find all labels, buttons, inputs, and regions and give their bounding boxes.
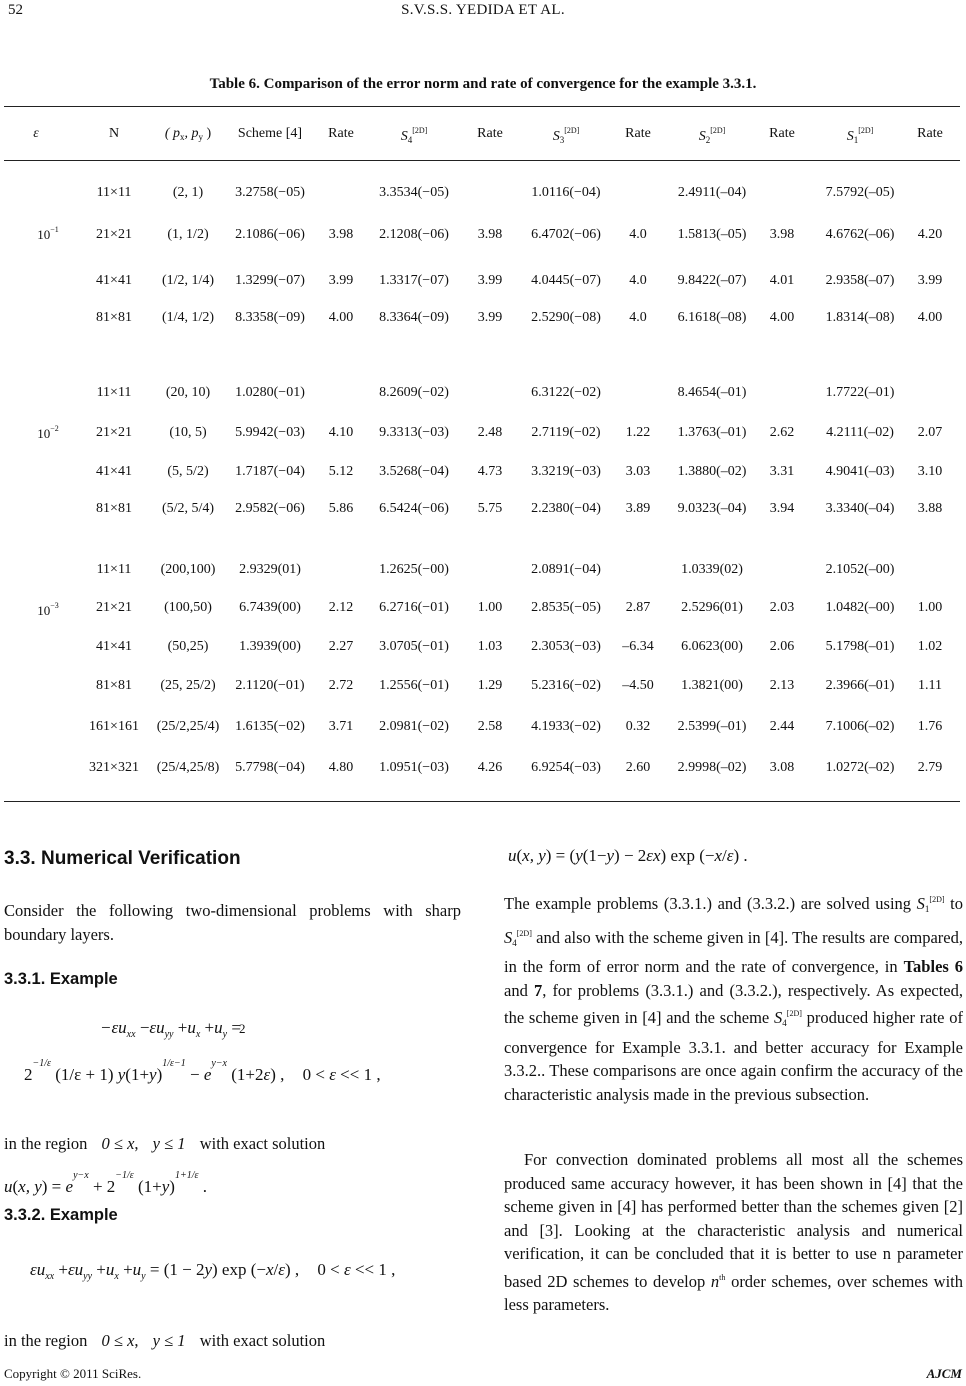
table-cell: 4.20 — [917, 227, 943, 242]
table-cell: 9.0323(–04) — [677, 501, 747, 516]
table-cell: 1.0951(−03) — [379, 760, 449, 775]
table-cell: (5/2, 5/4) — [161, 501, 215, 516]
table-cell: 2.13 — [769, 678, 795, 693]
table-cell: 1.3317(−07) — [379, 273, 449, 288]
example-1-title: 3.3.1. Example — [4, 970, 118, 988]
table-cell: 1.22 — [625, 425, 651, 440]
table-cell: 2.3053(−03) — [531, 639, 601, 654]
table-cell: 1.2625(−00) — [379, 562, 449, 577]
example-2-region: in the region 0 ≤ x, y ≤ 1 with exact solution — [4, 1331, 326, 1350]
table-cell: 5.2316(−02) — [531, 678, 601, 693]
table-cell: 1.29 — [477, 678, 503, 693]
header-p — [165, 126, 211, 142]
table-cell: 4.10 — [328, 425, 354, 440]
header-py-sub: y — [198, 132, 203, 142]
table-cell: 4.00 — [769, 310, 795, 325]
table-cell: 2.4911(–04) — [677, 185, 747, 200]
table-cell: 2.0891(−04) — [531, 562, 601, 577]
table-cell: 321×321 — [89, 760, 139, 775]
page-number: 52 — [8, 2, 23, 18]
table-cell: 1.2556(−01) — [379, 678, 449, 693]
table-cell: 4.00 — [328, 310, 354, 325]
table-cell: (2, 1) — [172, 185, 204, 200]
header-rate-1: Rate — [328, 126, 354, 141]
table-cell: 1.76 — [917, 719, 943, 734]
table-cell: 5.12 — [328, 464, 354, 479]
s4-symbol: $S_4[2D]$ — [504, 927, 532, 948]
table-cell: 5.9942(−03) — [235, 425, 305, 440]
table-cell: 2.03 — [769, 600, 795, 615]
table-cell: 1.02 — [917, 639, 943, 654]
table-cell: 2.1052(–00) — [825, 562, 895, 577]
table-cell: 3.3534(−05) — [379, 185, 449, 200]
header-s4-letter: S — [400, 129, 408, 144]
results-text-and: and — [504, 980, 528, 1000]
table-cell: 2.5290(−08) — [531, 310, 601, 325]
table-cell: 2.06 — [769, 639, 795, 654]
table-cell: 3.5268(−04) — [379, 464, 449, 479]
nth-sup: th — [719, 1272, 726, 1282]
header-s2-letter: S — [698, 129, 706, 144]
example-2-exact-solution: u(x, y) = (y(1−y) − 2εx) exp (−x/ε) . — [508, 846, 748, 865]
table-cell: 2.0981(−02) — [379, 719, 449, 734]
header-s1 — [847, 126, 874, 145]
table-cell: 1.3299(−07) — [235, 273, 305, 288]
header-s2-sub: 2 — [705, 135, 711, 145]
table-cell: 2.9998(–02) — [677, 760, 747, 775]
table-cell: 41×41 — [96, 464, 132, 479]
example-1-cond-x: 0 ≤ x — [101, 1134, 135, 1153]
table-cell: (1/2, 1/4) — [161, 273, 215, 288]
table-cell: 5.86 — [328, 501, 354, 516]
header-rate-2: Rate — [477, 126, 503, 141]
table-cell: (25/2,25/4) — [156, 719, 220, 734]
table-cell: 1.03 — [477, 639, 503, 654]
table-cell: 5.75 — [477, 501, 503, 516]
table-cell: 11×11 — [96, 562, 132, 577]
table-cell: 1.3821(00) — [681, 678, 743, 693]
table-cell: 0.32 — [625, 719, 651, 734]
table-cell: 2.87 — [625, 600, 651, 615]
header-s1-sub: 1 — [853, 135, 859, 145]
tables-7-ref: 7 — [533, 980, 543, 1000]
table-cell: 4.00 — [917, 310, 943, 325]
table-cell: 3.31 — [769, 464, 795, 479]
table-cell: 11×11 — [96, 185, 132, 200]
table-cell: 7.1006(–02) — [825, 719, 895, 734]
table-cell: 1.0339(02) — [681, 562, 743, 577]
header-s4-sup: [2D] — [412, 126, 428, 135]
table-cell: 3.3340(–04) — [825, 501, 895, 516]
table-cell: 6.3122(−02) — [531, 385, 601, 400]
table-cell: 3.98 — [477, 227, 503, 242]
table-cell: 8.3358(−09) — [235, 310, 305, 325]
example-2-exact-text: with exact solution — [199, 1331, 326, 1350]
eps-base: 10 — [37, 227, 51, 242]
table-cell: (200,100) — [160, 562, 216, 577]
table-cell: (5, 5/2) — [167, 464, 209, 479]
results-paragraph — [504, 888, 963, 1106]
table-cell: 2.62 — [769, 425, 795, 440]
table-cell: 2.7119(−02) — [531, 425, 601, 440]
eps-exponent: −1 — [50, 225, 59, 234]
table-cell: 81×81 — [96, 310, 132, 325]
eps-label — [37, 424, 59, 442]
table-cell: 1.3880(–02) — [677, 464, 747, 479]
page-header — [0, 0, 966, 30]
table-cell: 1.7187(−04) — [235, 464, 305, 479]
table-cell: 3.99 — [477, 310, 503, 325]
table-cell: 2.07 — [917, 425, 943, 440]
table-cell: 6.1618(–08) — [677, 310, 747, 325]
table-cell: (20, 10) — [165, 385, 211, 400]
table-cell: (100,50) — [164, 600, 212, 615]
table-cell: 4.80 — [328, 760, 354, 775]
table-cell: 4.26 — [477, 760, 503, 775]
table-cell: 2.5399(–01) — [677, 719, 747, 734]
table-cell: 1.0482(–00) — [825, 600, 895, 615]
table-cell: 2.5296(01) — [681, 600, 743, 615]
example-1-cond-y: y ≤ 1 — [152, 1134, 186, 1153]
table-cell: 11×11 — [96, 385, 132, 400]
eps-exponent: −3 — [50, 601, 59, 610]
conclusion-text-a: For convection dominated problems all most all the schemes produced same accuracy however, it has been shown in [4] that the scheme given in [4] has performed better than the schemes given [2] and [3]. Looking at the characteristic analysis and numerical verification, it can be concluded that it is better to use n parameter based 2D schemes to develop — [504, 1150, 963, 1291]
table-cell: 41×41 — [96, 639, 132, 654]
header-p-open: ( p — [164, 126, 180, 141]
header-py: , p — [184, 126, 199, 141]
header-s2 — [699, 126, 726, 145]
table-cell: 3.2758(−05) — [235, 185, 305, 200]
header-s3 — [553, 126, 580, 145]
example-2-cond-y: y ≤ 1 — [152, 1331, 186, 1350]
table-cell: 4.0445(−07) — [531, 273, 601, 288]
eps-base: 10 — [37, 426, 51, 441]
table-cell: 21×21 — [96, 425, 132, 440]
table-cell: 4.73 — [477, 464, 503, 479]
equation-1-line-1: $-\varepsilon u_{xx} -\varepsilon u_{yy} +u_x +u_y$ = — [100, 1018, 241, 1040]
table-cell: (10, 5) — [169, 425, 207, 440]
example-2-cond-x: 0 ≤ x — [101, 1331, 135, 1350]
header-rate-3: Rate — [625, 126, 651, 141]
table-cell: 9.8422(–07) — [677, 273, 747, 288]
equation-1-line-2: $2^{-1/\varepsilon}$ (1/ε + 1) $y(1+y)^{1/\varepsilon-1} - e^{y-x}$ (1+2ε) , 0 < ε << 1 , — [24, 1058, 381, 1084]
header-s3-letter: S — [552, 129, 560, 144]
conclusion-paragraph — [504, 1148, 963, 1317]
header-s3-sub: 3 — [559, 135, 565, 145]
header-s3-sup: [2D] — [564, 126, 580, 135]
table-cell: 1.0280(−01) — [235, 385, 305, 400]
eps-label — [37, 601, 59, 619]
running-head: S.V.S.S. YEDIDA ET AL. — [401, 2, 565, 18]
table-cell: 3.71 — [328, 719, 354, 734]
table-cell: 4.0 — [629, 273, 647, 288]
eps-base: 10 — [37, 603, 51, 618]
table-cell: 6.9254(−03) — [531, 760, 601, 775]
table-cell: 1.8314(–08) — [825, 310, 895, 325]
table-cell: 3.98 — [328, 227, 354, 242]
table-cell: 4.1933(−02) — [531, 719, 601, 734]
header-p-close: ) — [203, 126, 212, 141]
table-cell: 1.6135(−02) — [235, 719, 305, 734]
header-eps: ε — [33, 126, 39, 141]
table-cell: 8.2609(−02) — [379, 385, 449, 400]
table-cell: 1.5813(–05) — [677, 227, 747, 242]
copyright: Copyright © 2011 SciRes. — [4, 1366, 142, 1381]
table-cell: 2.1086(−06) — [235, 227, 305, 242]
table-cell: 3.10 — [917, 464, 943, 479]
table-cell: 3.99 — [328, 273, 354, 288]
table-cell: 3.89 — [625, 501, 651, 516]
table-cell: 4.2111(–02) — [826, 425, 894, 440]
table-cell: 5.1798(–01) — [825, 639, 895, 654]
intro-paragraph: Consider the following two-dimensional problems with sharp boundary layers. — [4, 901, 461, 944]
table-cell: 1.7722(–01) — [825, 385, 895, 400]
table-cell: 2.1208(−06) — [379, 227, 449, 242]
table-cell: 1.0116(−04) — [531, 185, 601, 200]
table-cell: 3.3219(−03) — [531, 464, 601, 479]
journal-name: AJCM — [926, 1366, 962, 1381]
table-cell: 2.9358(–07) — [825, 273, 895, 288]
table-caption: Table 6. Comparison of the error norm and rate of convergence for the example 3.3.1. — [209, 76, 757, 92]
equation-2: $\varepsilon u_{xx} +\varepsilon u_{yy} +u_x +u_y = (1 - 2y)$ exp (−x/ε) , 0 < ε << 1 , — [30, 1260, 396, 1282]
table-cell: 2.8535(−05) — [531, 600, 601, 615]
table-cell: (25/4,25/8) — [156, 760, 220, 775]
example-2-region-text: in the region — [4, 1331, 88, 1350]
table-cell: 2.79 — [917, 760, 943, 775]
table-cell: 6.7439(00) — [239, 600, 301, 615]
example-1-region-text: in the region — [4, 1134, 88, 1153]
eps-exponent: −2 — [50, 424, 59, 433]
table-cell: 2.60 — [625, 760, 651, 775]
table-cell: 2.27 — [328, 639, 354, 654]
header-s4-sub: 4 — [407, 135, 413, 145]
table-cell: 4.0 — [629, 310, 647, 325]
table-cell: 3.0705(−01) — [379, 639, 449, 654]
table-bottom-rule — [4, 801, 960, 802]
table-cell: 3.03 — [625, 464, 651, 479]
table-cell: 3.08 — [769, 760, 795, 775]
conclusion-text-b: order schemes, over schemes with less parameters. — [504, 1271, 964, 1314]
table-cell: 2.2380(−04) — [531, 501, 601, 516]
header-px-sub: x — [180, 132, 185, 142]
table-cell: 6.0623(00) — [681, 639, 743, 654]
table-cell: –4.50 — [622, 678, 654, 693]
table-cell: 8.3364(−09) — [379, 310, 449, 325]
results-text-c: , for problems (3.3.1.) and (3.3.2.), respectively. As expected, the scheme given in [4] and the scheme — [504, 980, 964, 1027]
nth-n: n — [710, 1271, 720, 1291]
table-cell: 2.3966(–01) — [825, 678, 895, 693]
equation-1-fraction-top: 2 — [239, 1021, 246, 1036]
example-1-exact-text: with exact solution — [199, 1134, 326, 1153]
table-cell: 2.12 — [328, 600, 354, 615]
results-text-to: to — [950, 894, 964, 913]
table-cell: 1.0272(–02) — [825, 760, 895, 775]
table-cell: 81×81 — [96, 678, 132, 693]
table-cell: 6.2716(−01) — [379, 600, 449, 615]
header-rate-4: Rate — [769, 126, 795, 141]
table-cell: 1.00 — [477, 600, 503, 615]
s4-symbol-2: $S_4[2D]$ — [774, 1008, 802, 1028]
table-cell: 1.3763(–01) — [677, 425, 747, 440]
table-cell: 2.58 — [477, 719, 503, 734]
table-top-rule — [4, 106, 960, 107]
table-cell: 2.48 — [477, 425, 503, 440]
table-cell: 2.9582(−06) — [235, 501, 305, 516]
table-cell: 3.99 — [477, 273, 503, 288]
table-cell: 9.3313(−03) — [379, 425, 449, 440]
s1-symbol: $S_1[2D]$ — [916, 894, 945, 914]
eps-label — [37, 225, 59, 243]
table-cell: 1.11 — [918, 678, 942, 693]
header-rate-5: Rate — [917, 126, 943, 141]
nth-symbol — [711, 1272, 725, 1291]
example-1-exact-solution: u(x, $y) = e^{y-x} + 2^{-1/\varepsilon}$ $(1+y)^{1+1/\varepsilon}$ . — [4, 1170, 207, 1196]
table-cell: 2.72 — [328, 678, 354, 693]
table-cell: 2.9329(01) — [239, 562, 301, 577]
table-cell: –6.34 — [622, 639, 654, 654]
table-cell: 1.00 — [917, 600, 943, 615]
table-cell: 3.99 — [917, 273, 943, 288]
table-cell: (25, 25/2) — [160, 678, 216, 693]
table-cell: 2.1120(−01) — [235, 678, 305, 693]
table-cell: (1/4, 1/2) — [161, 310, 215, 325]
header-s1-letter: S — [846, 129, 854, 144]
table-cell: 3.88 — [917, 501, 943, 516]
table-cell: 7.5792(–05) — [825, 185, 895, 200]
table-cell: 2.44 — [769, 719, 795, 734]
header-s2-sup: [2D] — [710, 126, 726, 135]
results-text-b: and also with the scheme given in [4]. The results are compared, in the form of error norm and the rate of convergence, in — [504, 927, 963, 976]
table-cell: 3.94 — [769, 501, 795, 516]
section-title: 3.3. Numerical Verification — [4, 848, 241, 869]
table-cell: 6.4702(−06) — [531, 227, 601, 242]
table-cell: (1, 1/2) — [167, 227, 209, 242]
tables-6-ref: Tables 6 — [903, 957, 964, 976]
table-cell: 6.5424(−06) — [379, 501, 449, 516]
table-cell: (50,25) — [167, 639, 209, 654]
results-text-a: The example problems (3.3.1.) and (3.3.2.) are solved using — [504, 894, 912, 913]
table-cell: 4.9041(–03) — [825, 464, 895, 479]
header-scheme4: Scheme [4] — [237, 126, 303, 141]
table-cell: 1.3939(00) — [239, 639, 301, 654]
table-cell: 8.4654(–01) — [677, 385, 747, 400]
table-cell: 21×21 — [96, 600, 132, 615]
header-n: N — [108, 126, 120, 141]
example-2-title: 3.3.2. Example — [4, 1206, 118, 1224]
table-cell: 3.98 — [769, 227, 795, 242]
table-header-rule — [4, 160, 960, 161]
table-cell: 81×81 — [96, 501, 132, 516]
table-cell: 4.01 — [769, 273, 795, 288]
table-cell: 4.6762(–06) — [825, 227, 895, 242]
table-cell: 161×161 — [89, 719, 139, 734]
table-cell: 41×41 — [96, 273, 132, 288]
example-1-region: in the region 0 ≤ x, y ≤ 1 with exact solution — [4, 1134, 326, 1153]
table-cell: 21×21 — [96, 227, 132, 242]
header-s1-sup: [2D] — [858, 126, 874, 135]
table-cell: 4.0 — [629, 227, 647, 242]
results-text-d: produced higher rate of convergence for Example 3.3.1. and better accuracy for Example 3.3.2.. These comparisons are once again confirm the accuracy of the characteristic analysis made in the previous subsection. — [504, 1008, 964, 1104]
table-cell: 5.7798(−04) — [235, 760, 305, 775]
header-s4 — [401, 126, 428, 145]
